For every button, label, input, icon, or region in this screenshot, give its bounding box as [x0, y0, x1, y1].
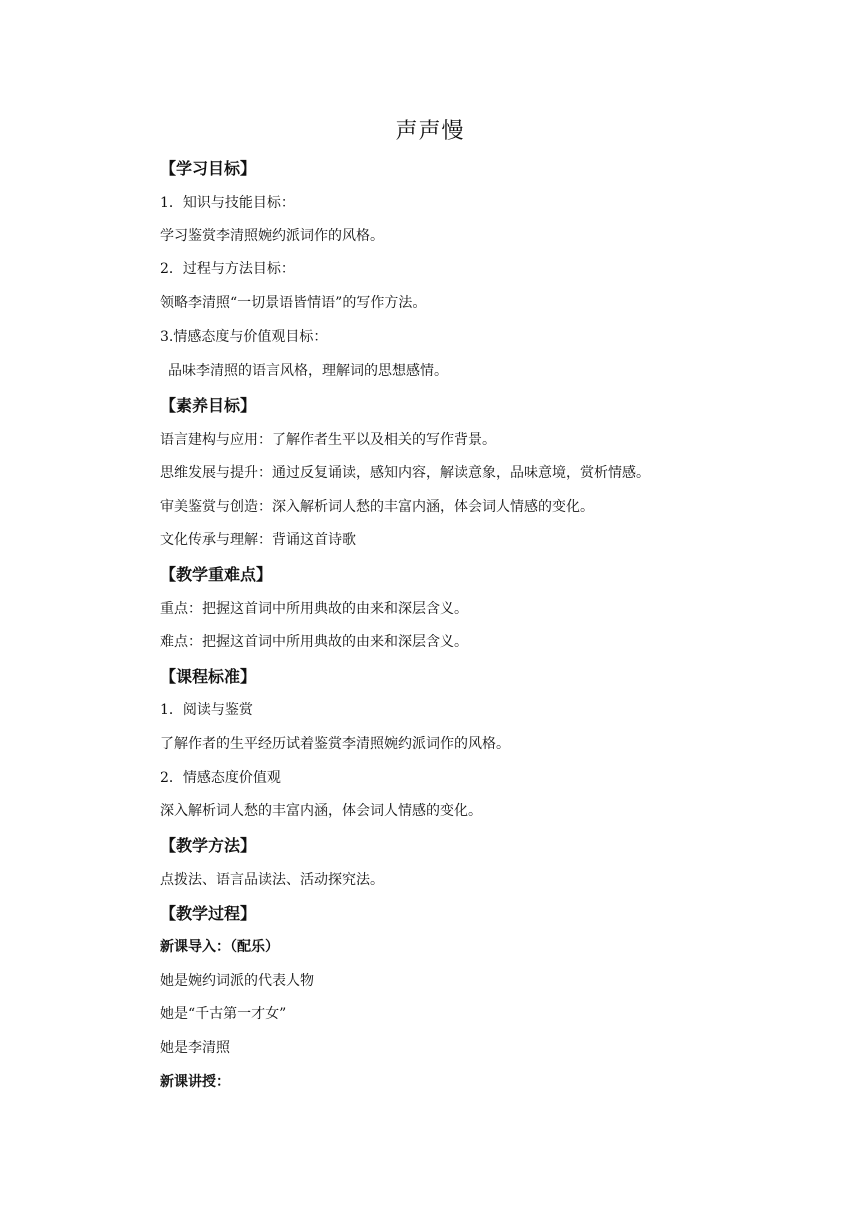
text-line: 2．过程与方法目标： — [160, 261, 295, 277]
text-line: 她是“千古第一才女” — [160, 1006, 287, 1022]
text-line: 点拨法、语言品读法、活动探究法。 — [160, 872, 384, 888]
text-line: 重点：把握这首词中所用典故的由来和深层含义。 — [160, 601, 468, 617]
section-heading-key-difficulties: 【教学重难点】 — [160, 565, 273, 584]
text-line: 3.情感态度与价值观目标： — [160, 329, 328, 345]
section-heading-learning-goals: 【学习目标】 — [160, 159, 257, 178]
subheading-new-lesson-intro: 新课导入：（配乐） — [160, 939, 279, 955]
text-line: 语言建构与应用：了解作者生平以及相关的写作背景。 — [160, 432, 496, 448]
text-line: 领略李清照“一切景语皆情语”的写作方法。 — [160, 295, 427, 311]
text-line: 学习鉴赏李清照婉约派词作的风格。 — [160, 228, 384, 244]
page-title: 声声慢 — [395, 119, 465, 144]
text-line: 难点：把握这首词中所用典故的由来和深层含义。 — [160, 634, 468, 650]
text-line: 她是李清照 — [160, 1040, 230, 1056]
text-line: 她是婉约词派的代表人物 — [160, 973, 314, 989]
text-line: 1．知识与技能目标： — [160, 195, 295, 211]
text-line: 了解作者的生平经历试着鉴赏李清照婉约派词作的风格。 — [160, 736, 510, 752]
text-line: 品味李清照的语言风格，理解词的思想感情。 — [168, 363, 448, 379]
section-heading-curriculum-standards: 【课程标准】 — [160, 667, 257, 686]
text-line: 文化传承与理解：背诵这首诗歌 — [160, 532, 356, 548]
section-heading-literacy-goals: 【素养目标】 — [160, 396, 257, 415]
text-line: 1．阅读与鉴赏 — [160, 702, 253, 718]
section-heading-teaching-methods: 【教学方法】 — [160, 836, 257, 855]
subheading-new-lesson-lecture: 新课讲授： — [160, 1074, 230, 1090]
text-line: 2．情感态度价值观 — [160, 770, 281, 786]
section-heading-teaching-process: 【教学过程】 — [160, 904, 257, 923]
text-line: 深入解析词人愁的丰富内涵，体会词人情感的变化。 — [160, 803, 482, 819]
text-line: 思维发展与提升：通过反复诵读，感知内容，解读意象，品味意境，赏析情感。 — [160, 465, 650, 481]
text-line: 审美鉴赏与创造：深入解析词人愁的丰富内涵，体会词人情感的变化。 — [160, 499, 594, 515]
